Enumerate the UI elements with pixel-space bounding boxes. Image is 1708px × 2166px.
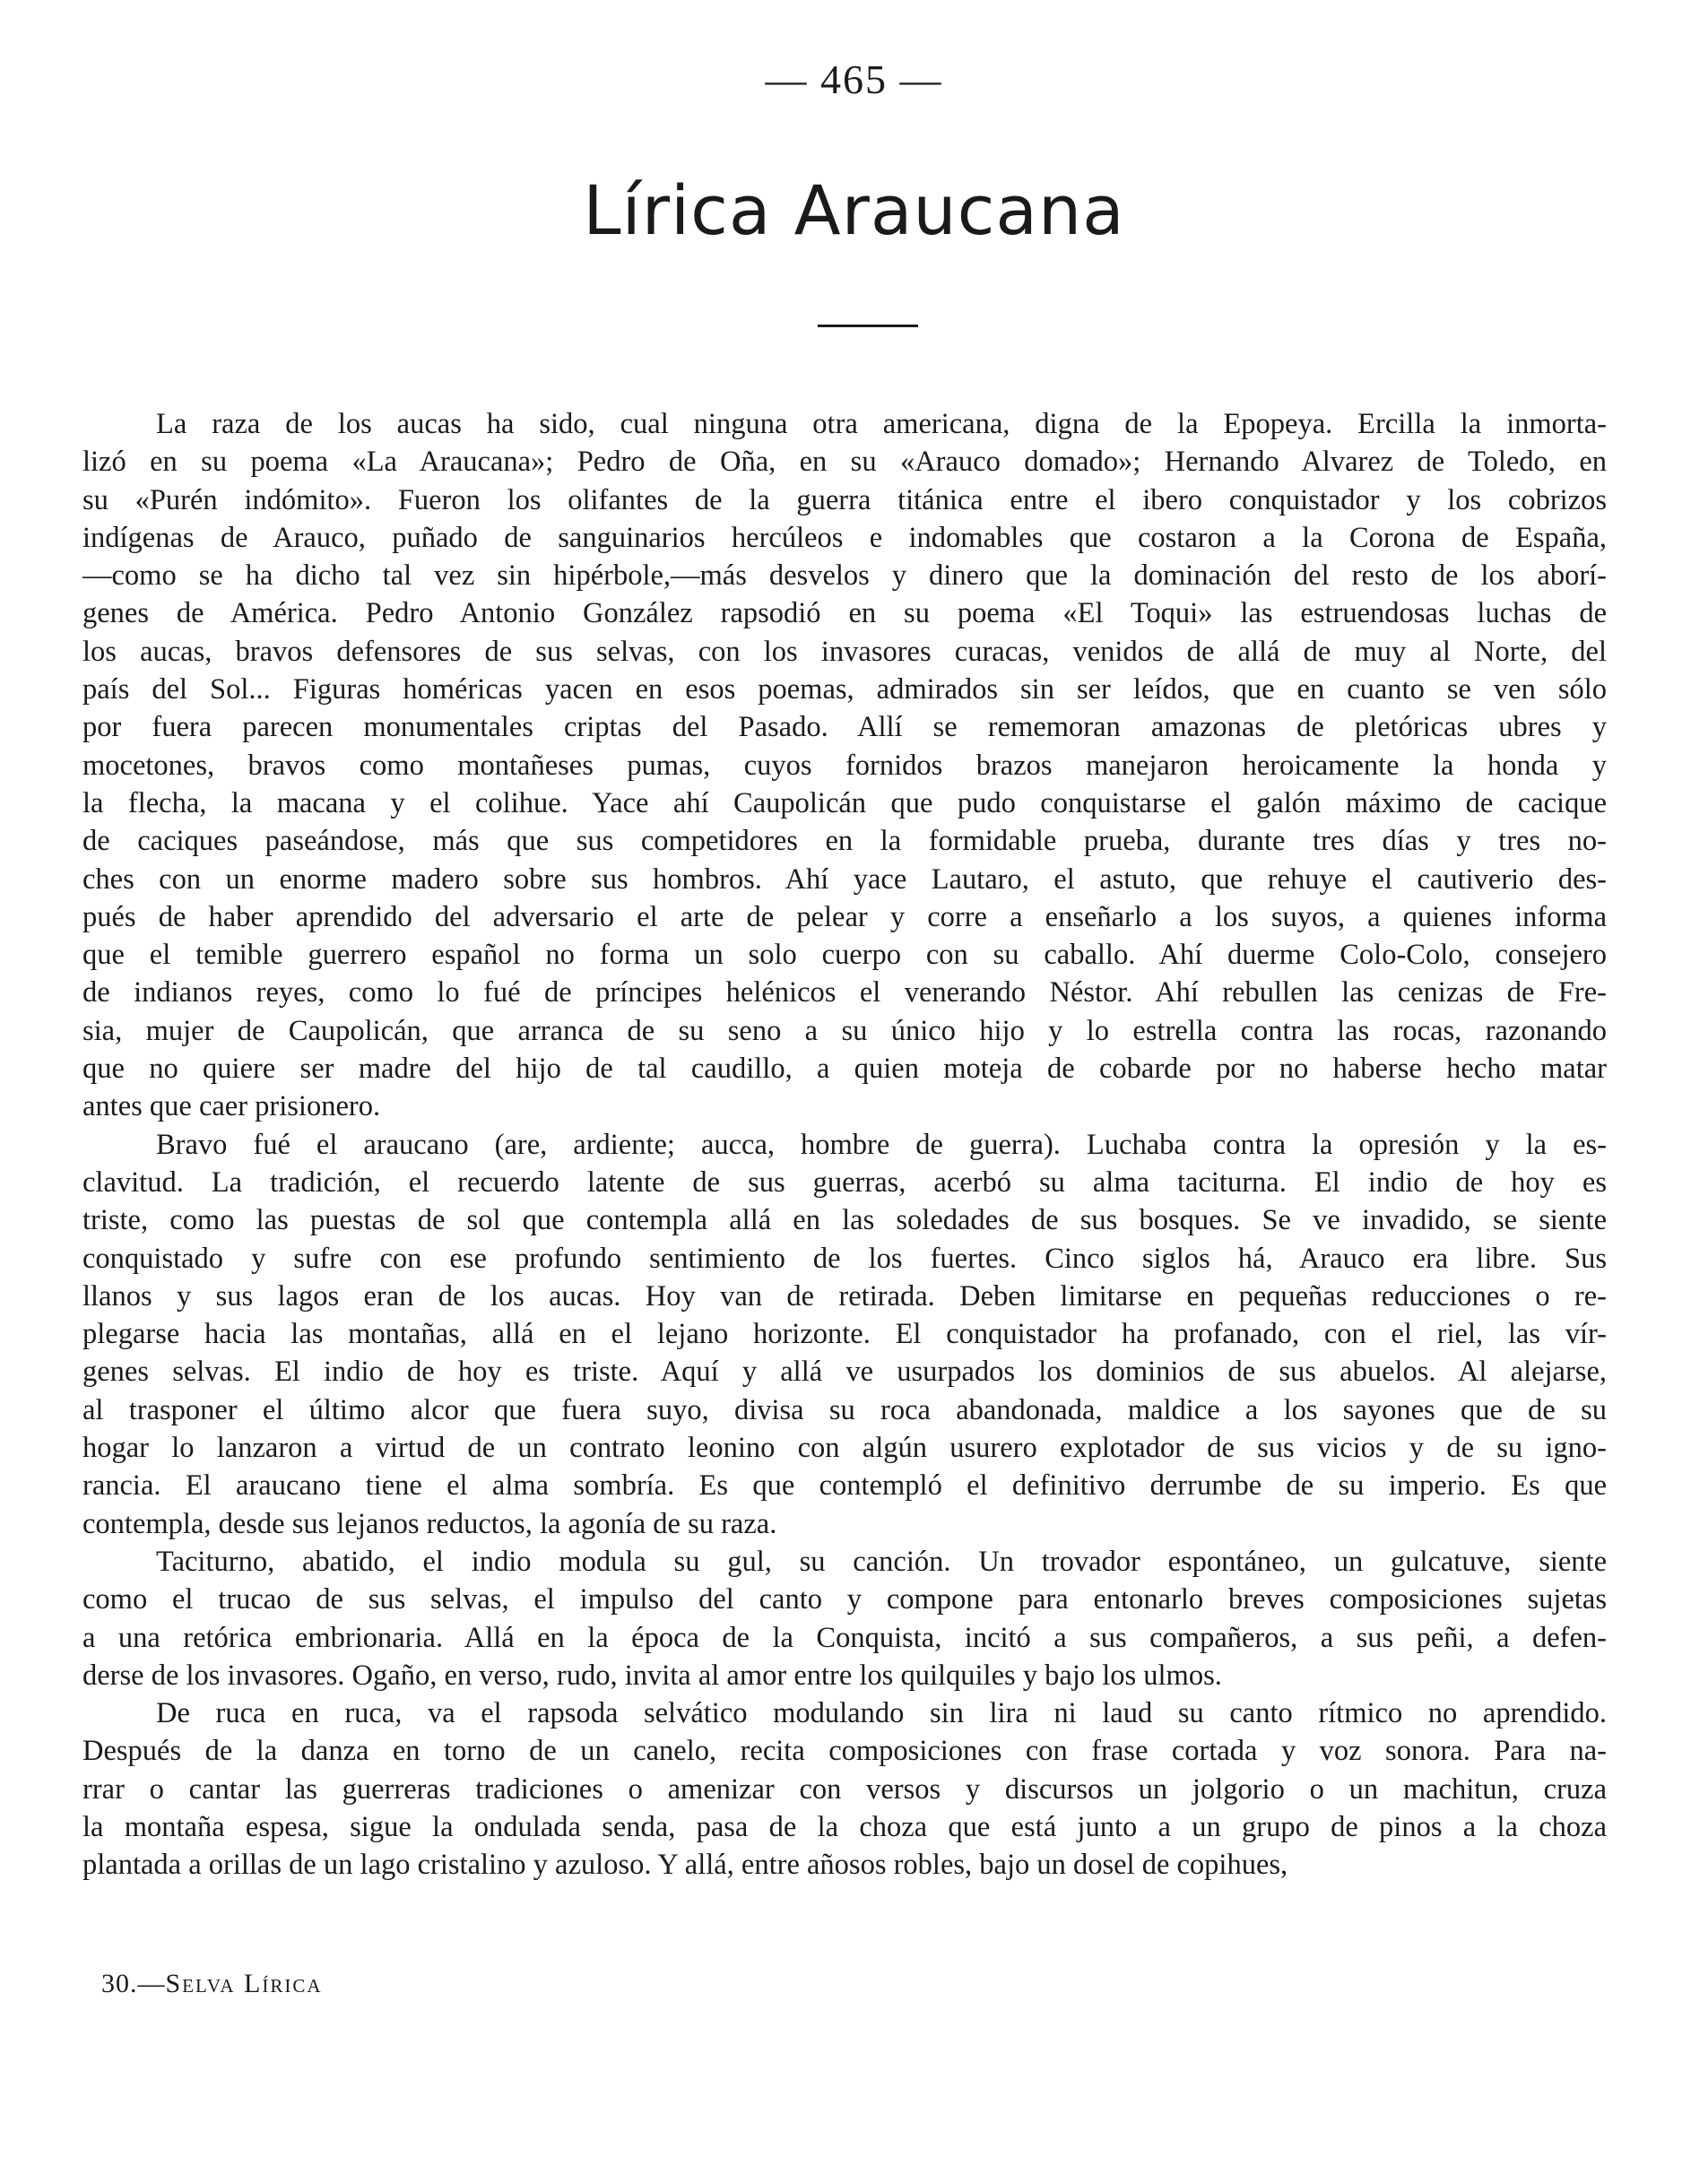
text-line: Después de la danza en torno de un canelo, recita composiciones con frase cortada y voz sonora. Para na-: [82, 1735, 1607, 1768]
text-line: plantada a orillas de un lago cristalino y azuloso. Y allá, entre añosos robles, bajo un dosel de copihues,: [82, 1849, 1288, 1882]
text-line: triste, como las puestas de sol que contempla allá en las soledades de sus bosques. Se ve invadido, se siente: [82, 1204, 1607, 1237]
text-line: hogar lo lanzaron a virtud de un contrato leonino con algún usurero explotador de sus vicios y de su igno-: [82, 1432, 1607, 1465]
text-line: rancia. El araucano tiene el alma sombría. Es que contempló el definitivo derrumbe de su imperio. Es que: [82, 1469, 1607, 1503]
text-line: rrar o cantar las guerreras tradiciones o amenizar con versos y discursos un jolgorio o un machitun, cruza: [82, 1772, 1607, 1806]
text-line: los aucas, bravos defensores de sus selvas, con los invasores curacas, venidos de allá de muy al Norte, del: [82, 635, 1607, 668]
text-line: conquistado y sufre con ese profundo sentimiento de los fuertes. Cinco siglos há, Arauco era libre. Sus: [82, 1242, 1607, 1275]
signature-number: 30.—: [101, 1969, 166, 1998]
text-line: indígenas de Arauco, puñado de sanguinarios hercúleos e indomables que costaron a la Corona de España,: [82, 521, 1607, 554]
text-line: La raza de los aucas ha sido, cual ninguna otra americana, digna de la Epopeya. Ercilla la inmorta-: [156, 408, 1607, 440]
text-line: sia, mujer de Caupolicán, que arranca de su seno a su único hijo y lo estrella contra las rocas, razonando: [82, 1014, 1607, 1047]
text-line: la flecha, la macana y el colihue. Yace ahí Caupolicán que pudo conquistarse el galón máximo de cacique: [82, 786, 1607, 819]
article-body: [82, 405, 1607, 1884]
text-line: lizó en su poema «La Araucana»; Pedro de Oña, en su «Arauco domado»; Hernando Alvarez de Toledo, en: [82, 446, 1607, 479]
text-line: genes selvas. El indio de hoy es triste. Aquí y allá ve usurpados los dominios de sus abuelos. Al alejarse,: [82, 1356, 1607, 1389]
text-line: al trasponer el último alcor que fuera suyo, divisa su roca abandonada, maldice a los sayones que de su: [82, 1393, 1607, 1426]
page-number: — 465 —: [765, 56, 943, 102]
text-line: plegarse hacia las montañas, allá en el lejano horizonte. El conquistador ha profanado, con el riel, las vír-: [82, 1318, 1607, 1351]
text-line: pués de haber aprendido del adversario el arte de pelear y corre a enseñarlo a los suyos, a quienes informa: [82, 900, 1607, 933]
text-line: por fuera parecen monumentales criptas del Pasado. Allí se rememoran amazonas de pletóricas ubres y: [82, 711, 1607, 744]
text-line: Bravo fué el araucano (are, ardiente; aucca, hombre de guerra). Luchaba contra la opresión y la es-: [156, 1128, 1607, 1161]
text-line: de indianos reyes, como lo fué de príncipes helénicos el venerando Néstor. Ahí rebullen las cenizas de Fre-: [82, 976, 1607, 1009]
text-line: mocetones, bravos como montañeses pumas, cuyos fornidos brazos manejaron heroicamente la honda y: [82, 749, 1607, 782]
text-line: antes que caer prisionero.: [82, 1090, 381, 1123]
text-line: —como se ha dicho tal vez sin hipérbole,—más desvelos y dinero que la dominación del resto de los aborí-: [82, 559, 1607, 593]
text-line: de caciques paseándose, más que sus competidores en la formidable prueba, durante tres días y tres no-: [82, 825, 1607, 858]
text-line: De ruca en ruca, va el rapsoda selvático modulando sin lira ni laud su canto rítmico no aprendido.: [156, 1697, 1607, 1730]
signature-text: Selva Lírica: [165, 1969, 323, 1998]
signature-mark: [101, 1969, 323, 1999]
text-line: como el trucao de sus selvas, el impulso del canto y compone para entonarlo breves composiciones sujetas: [82, 1583, 1607, 1616]
text-line: ches con un enorme madero sobre sus hombros. Ahí yace Lautaro, el astuto, que rehuye el cautiverio des-: [82, 862, 1607, 896]
text-line: que no quiere ser madre del hijo de tal caudillo, a quien moteja de cobarde por no haberse hecho matar: [82, 1053, 1607, 1086]
text-line: a una retórica embrionaria. Allá en la época de la Conquista, incitó a sus compañeros, a sus peñi, a defen-: [82, 1621, 1607, 1654]
text-line: derse de los invasores. Ogaño, en verso, rudo, invita al amor entre los quilquiles y bajo los ulmos.: [82, 1659, 1222, 1692]
text-line: su «Purén indómito». Fueron los olifantes de la guerra titánica entre el ibero conquistador y los cobrizos: [82, 483, 1607, 516]
text-line: clavitud. La tradición, el recuerdo latente de sus guerras, acerbó su alma taciturna. El indio de hoy es: [82, 1165, 1607, 1199]
text-line: Taciturno, abatido, el indio modula su gul, su canción. Un trovador espontáneo, un gulcatuve, siente: [156, 1545, 1607, 1578]
text-line: la montaña espesa, sigue la ondulada senda, pasa de la choza que está junto a un grupo de pinos a la choza: [82, 1810, 1607, 1843]
text-line: que el temible guerrero español no forma un solo cuerpo con su caballo. Ahí duerme Colo-Colo, consejero: [82, 939, 1607, 972]
text-line: país del Sol... Figuras homéricas yacen en esos poemas, admirados sin ser leídos, que en cuanto se ven sólo: [82, 673, 1607, 706]
text-line: llanos y sus lagos eran de los aucas. Hoy van de retirada. Deben limitarse en pequeñas reducciones o re-: [82, 1279, 1607, 1313]
text-line: contempla, desde sus lejanos reductos, la agonía de su raza.: [82, 1507, 777, 1540]
text-line: genes de América. Pedro Antonio González rapsodió en su poema «El Toqui» las estruendosas luchas de: [82, 597, 1607, 630]
page-title: Lírica Araucana: [583, 170, 1125, 250]
title-divider: [818, 325, 918, 327]
